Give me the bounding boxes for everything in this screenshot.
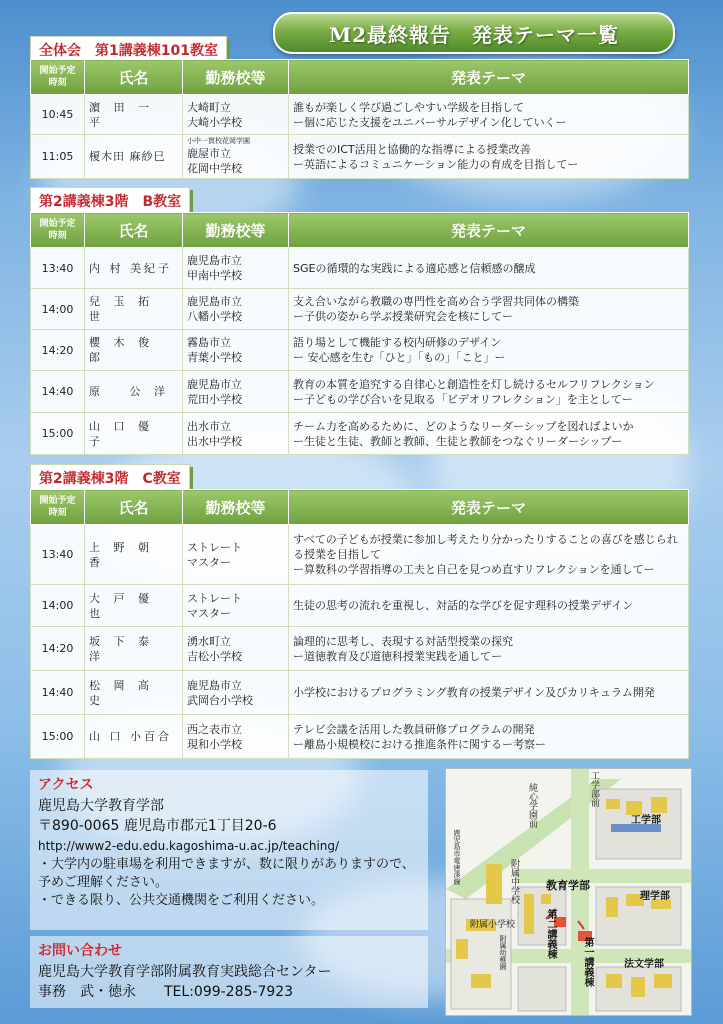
theme-line: 誰もが楽しく学び過ごしやすい学級を目指して: [293, 100, 524, 114]
theme-cell: [289, 715, 689, 759]
table-row: [31, 585, 689, 627]
table-header-row: [31, 213, 689, 248]
header-name: 氏名: [85, 213, 183, 248]
theme-cell: [289, 585, 689, 627]
header-time: 開始予定 時刻: [31, 60, 85, 95]
contact-heading: お問い合わせ: [38, 943, 122, 959]
page-title: M2最終報告 発表テーマ一覧: [273, 12, 675, 54]
theme-line: 語り場として機能する校内研修のデザイン: [293, 336, 502, 349]
access-panel: [30, 770, 428, 930]
school-cell: [183, 95, 289, 135]
time-cell: 13:40: [31, 525, 85, 585]
name-cell: 山 口 優 子: [85, 413, 183, 455]
school-cell: [183, 671, 289, 715]
theme-cell: [289, 330, 689, 371]
table-header-row: [31, 490, 689, 525]
theme-line: 支え合いながら教職の専門性を高め合う学習共同体の構築: [293, 295, 579, 308]
time-cell: 14:20: [31, 627, 85, 671]
table-row: [31, 627, 689, 671]
time-cell: 10:45: [31, 95, 85, 135]
school-cell: [183, 248, 289, 289]
table-row: [31, 135, 689, 179]
school-line: 西之表市立: [187, 722, 242, 736]
map-label-engineering: 工学部: [631, 815, 661, 826]
map-label-lecture2: 第二講義棟: [545, 909, 556, 959]
name-cell: 内 村 美紀子: [85, 248, 183, 289]
time-cell: 15:00: [31, 413, 85, 455]
time-cell: 14:40: [31, 671, 85, 715]
school-line: マスター: [187, 606, 231, 620]
school-line: 大崎小学校: [187, 115, 242, 129]
theme-line: 論理的に思考し、表現する対話型授業の探究: [293, 634, 513, 648]
map-label-road: 鹿児島市電唐湊線: [453, 829, 461, 885]
school-cell: [183, 330, 289, 371]
school-line: 武岡台小学校: [187, 693, 253, 707]
school-cell: [183, 627, 289, 671]
school-line: 出水中学校: [187, 434, 242, 448]
section-label: 第2講義棟3階 B教室: [30, 187, 190, 215]
school-line: 大崎町立: [187, 100, 231, 114]
theme-line: ー 安心感を生む「ひと」「もの」「こと」ー: [293, 351, 506, 364]
header-school: 勤務校等: [183, 213, 289, 248]
section-label: 全体会 第1講義棟101教室: [30, 36, 227, 64]
access-address: 〒890-0065 鹿児島市郡元1丁目20-6: [38, 818, 277, 834]
theme-cell: [289, 95, 689, 135]
school-line: 青葉小学校: [187, 351, 242, 364]
theme-cell: [289, 413, 689, 455]
table-row: [31, 715, 689, 759]
schedule-table: [30, 59, 689, 179]
map-label-korimoto: 純心学園前: [527, 783, 537, 828]
school-line: 荒田小学校: [187, 392, 242, 406]
time-cell: 14:20: [31, 330, 85, 371]
theme-line: 授業でのICT活用と協働的な指導による授業改善: [293, 142, 531, 156]
map-label-kindergarten: 附属幼稚園: [499, 935, 507, 970]
access-url-link[interactable]: http://www2-edu.edu.kagoshima-u.ac.jp/teaching/: [38, 839, 340, 853]
header-time: 開始予定 時刻: [31, 490, 85, 525]
school-line: 八幡小学校: [187, 310, 242, 323]
table-row: [31, 413, 689, 455]
header-time: 開始予定 時刻: [31, 213, 85, 248]
schedule-table: [30, 489, 689, 759]
school-line: 甲南中学校: [187, 269, 242, 282]
header-theme: 発表テーマ: [289, 60, 689, 95]
theme-cell: [289, 248, 689, 289]
school-line: 鹿児島市立: [187, 377, 242, 391]
table-row: [31, 525, 689, 585]
school-cell: [183, 413, 289, 455]
name-cell: 原 公 洋: [85, 371, 183, 413]
map-label-elementary: 附属小学校: [470, 920, 516, 930]
contact-person: 事務 武・徳永 TEL:099-285-7923: [38, 984, 294, 1000]
time-cell: 15:00: [31, 715, 85, 759]
theme-line: すべての子どもが授業に参加し考えたり分かったりすることの喜びを感じられ: [293, 533, 678, 546]
name-cell: 兒 玉 拓 世: [85, 289, 183, 330]
school-cell: [183, 289, 289, 330]
access-heading: アクセス: [38, 777, 94, 793]
theme-cell: [289, 525, 689, 585]
school-line: 鹿屋市立: [187, 147, 231, 160]
theme-cell: [289, 289, 689, 330]
theme-cell: [289, 371, 689, 413]
name-cell: 大 戸 優 也: [85, 585, 183, 627]
theme-line: 教育の本質を追究する自律心と創造性を灯し続けるセルフリフレクション: [293, 377, 655, 391]
name-cell: 松 岡 高 史: [85, 671, 183, 715]
theme-line: ー個に応じた支援をユニバーサルデザイン化していくー: [293, 115, 567, 129]
time-cell: 11:05: [31, 135, 85, 179]
time-cell: 14:00: [31, 289, 85, 330]
school-cell: [183, 135, 289, 179]
theme-line: SGEの循環的な実践による適応感と信頼感の醸成: [293, 261, 536, 275]
name-cell: 坂 下 泰 洋: [85, 627, 183, 671]
header-name: 氏名: [85, 60, 183, 95]
school-cell: [183, 715, 289, 759]
schedule-table: [30, 212, 689, 455]
name-cell: 榎木田 麻紗巳: [85, 135, 183, 179]
contact-panel: [30, 936, 428, 1008]
school-line: 霧島市立: [187, 336, 231, 349]
theme-line: テレビ会議を活用した教員研修プログラムの開発: [293, 722, 535, 736]
header-theme: 発表テーマ: [289, 490, 689, 525]
table-row: [31, 248, 689, 289]
theme-line: る授業を目指して: [293, 548, 381, 561]
header-school: 勤務校等: [183, 490, 289, 525]
access-note-parking: ・大学内の駐車場を利用できますが、数に限りがありますので、予めご理解ください。: [38, 857, 415, 890]
theme-cell: [289, 135, 689, 179]
map-label-law: 法文学部: [624, 959, 664, 970]
header-school: 勤務校等: [183, 60, 289, 95]
map-label-science: 理学部: [640, 891, 670, 902]
time-cell: 13:40: [31, 248, 85, 289]
school-line: 鹿児島市立: [187, 254, 242, 267]
school-line: マスター: [187, 555, 231, 569]
campus-map: [445, 768, 692, 1016]
section-label: 第2講義棟3階 C教室: [30, 464, 190, 492]
map-label-education: 教育学部: [546, 879, 590, 892]
map-label-koubashi: 工学部前: [589, 771, 599, 807]
theme-cell: [289, 627, 689, 671]
table-row: [31, 95, 689, 135]
school-line: 鹿児島市立: [187, 295, 242, 308]
school-line: ストレート: [187, 591, 242, 605]
school-sub-line: 小中一貫校花岡学園: [187, 137, 250, 145]
school-cell: [183, 585, 289, 627]
name-cell: 櫻 木 俊 郎: [85, 330, 183, 371]
theme-line: ー子どもの学び合いを見取る「ビデオリフレクション」を主としてー: [293, 392, 633, 406]
school-line: 出水市立: [187, 419, 231, 433]
school-line: ストレート: [187, 540, 242, 554]
theme-line: ー算数科の学習指導の工夫と自己を見つめ直すリフレクションを通してー: [293, 563, 655, 576]
header-theme: 発表テーマ: [289, 213, 689, 248]
school-cell: [183, 371, 289, 413]
theme-line: ー道徳教育及び道徳科授業実践を通してー: [293, 649, 502, 663]
table-row: [31, 330, 689, 371]
theme-line: ー生徒と生徒、教師と教師、生徒と教師をつなぐリーダーシップー: [293, 434, 623, 448]
name-cell: 上 野 朝 香: [85, 525, 183, 585]
time-cell: 14:00: [31, 585, 85, 627]
table-row: [31, 671, 689, 715]
theme-line: 小学校におけるプログラミング教育の授業デザイン及びカリキュラム開発: [293, 686, 655, 699]
access-org: 鹿児島大学教育学部: [38, 798, 164, 814]
theme-line: 生徒の思考の流れを重視し、対話的な学びを促す理科の授業デザイン: [293, 599, 634, 612]
header-name: 氏名: [85, 490, 183, 525]
map-road: [516, 869, 691, 883]
theme-cell: [289, 671, 689, 715]
name-cell: 濵 田 一 平: [85, 95, 183, 135]
time-cell: 14:40: [31, 371, 85, 413]
school-line: 吉松小学校: [187, 649, 242, 663]
school-line: 現和小学校: [187, 737, 242, 751]
theme-line: ー英語によるコミュニケーション能力の育成を目指してー: [293, 157, 579, 171]
theme-line: ー子供の姿から学ぶ授業研究会を核にしてー: [293, 310, 513, 323]
theme-line: チーム力を高めるために、どのようなリーダーシップを図ればよいか: [293, 419, 634, 433]
contact-org: 鹿児島大学教育学部附属教育実践総合センター: [38, 964, 332, 980]
school-line: 湧水町立: [187, 634, 231, 648]
school-cell: [183, 525, 289, 585]
theme-line: ー離島小規模校における推進条件に関するー考察ー: [293, 737, 546, 751]
table-row: [31, 371, 689, 413]
table-header-row: [31, 60, 689, 95]
name-cell: 山 口 小百合: [85, 715, 183, 759]
map-label-lecture1: 第一講義棟: [582, 937, 593, 987]
school-line: 鹿児島市立: [187, 678, 242, 692]
map-label-junior-high: 附属中学校: [509, 859, 519, 904]
school-line: 花岡中学校: [187, 162, 242, 175]
access-note-transit: ・できる限り、公共交通機関をご利用ください。: [38, 893, 325, 908]
table-row: [31, 289, 689, 330]
